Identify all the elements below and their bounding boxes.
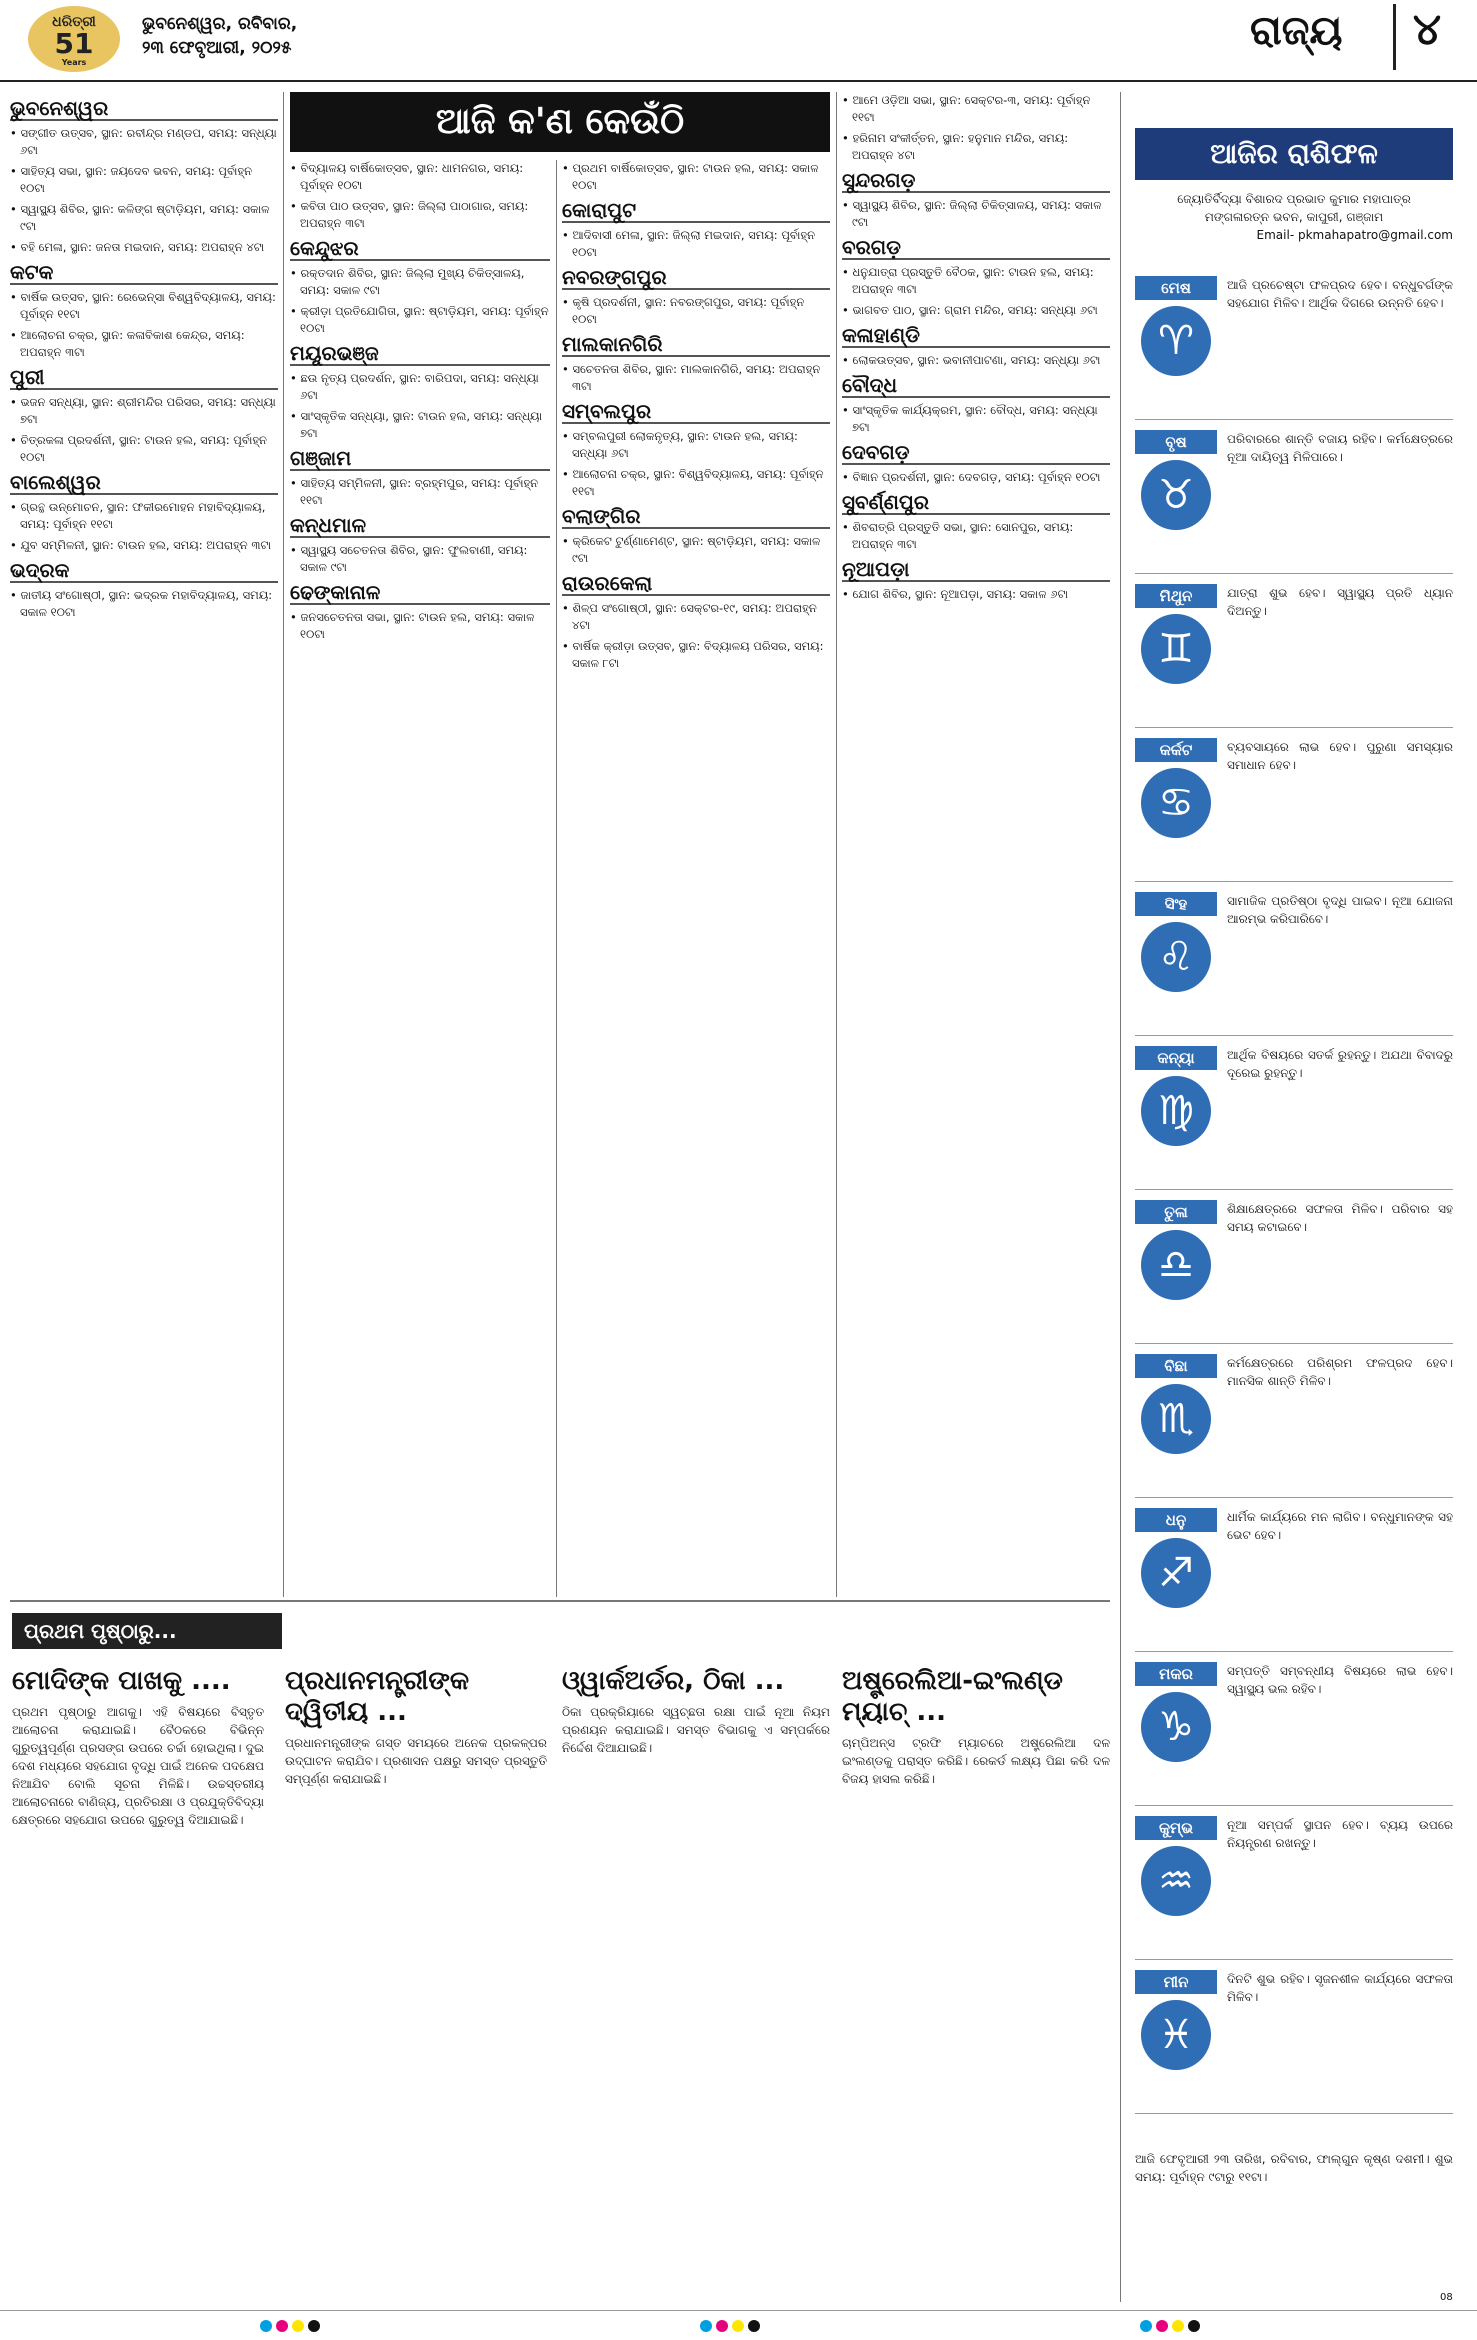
event-entry: • ଧନୁଯାତ୍ରା ପ୍ରସ୍ତୁତି ବୈଠକ, ସ୍ଥାନ: ଟାଉନ ହଲ, ସମୟ: ଅପରାହ୍ନ ୩ଟା <box>842 264 1110 298</box>
zodiac-icon: ♎ <box>1141 1230 1211 1300</box>
event-entry: • ଆଦିବାସୀ ମେଳା, ସ୍ଥାନ: ଜିଲ୍ଲା ମଇଦାନ, ସମୟ: ପୂର୍ବାହ୍ନ ୧୦ଟା <box>562 227 830 261</box>
logo-years: Years <box>61 58 87 67</box>
zodiac-icon: ♍ <box>1141 1076 1211 1146</box>
district-heading: ପୁରୀ <box>10 369 278 390</box>
rashi-prediction: ଦିନଟି ଶୁଭ ରହିବ। ସୃଜନଶୀଳ କାର୍ଯ୍ୟରେ ସଫଳତା ମିଳିବ। <box>1227 1972 1453 2004</box>
district-heading: ମୟୂରଭଞ୍ଜ <box>290 345 550 366</box>
registration-mark <box>1140 2320 1152 2332</box>
rashi-prediction: ଯାତ୍ରା ଶୁଭ ହେବ। ସ୍ୱାସ୍ଥ୍ୟ ପ୍ରତି ଧ୍ୟାନ ଦିଅନ୍ତୁ। <box>1227 586 1453 618</box>
registration-mark <box>308 2320 320 2332</box>
events-column-3 <box>562 160 830 1597</box>
column-divider <box>836 92 837 1597</box>
footer-page-code: 08 <box>1440 2292 1453 2303</box>
story-body: ଠିକା ପ୍ରକ୍ରିୟାରେ ସ୍ୱଚ୍ଛତା ରକ୍ଷା ପାଇଁ ନୂଆ ନିୟମ ପ୍ରଣୟନ କରାଯାଇଛି। ସମସ୍ତ ବିଭାଗକୁ ଏ ସମ୍ପର୍କରେ ନିର୍ଦ୍ଦେଶ ଦିଆଯାଇଛି। <box>562 1705 830 1755</box>
event-entry: • ସଙ୍ଗୀତ ଉତ୍ସବ, ସ୍ଥାନ: ରବୀନ୍ଦ୍ର ମଣ୍ଡପ, ସମୟ: ସନ୍ଧ୍ୟା ୬ଟା <box>10 125 278 159</box>
rashi-prediction: ଆର୍ଥିକ ବିଷୟରେ ସତର୍କ ରୁହନ୍ତୁ। ଅଯଥା ବିବାଦରୁ ଦୂରେଇ ରୁହନ୍ତୁ। <box>1227 1048 1453 1080</box>
story-headline: ମୋଦିଙ୍କ ପାଖକୁ .... <box>12 1666 231 1696</box>
event-entry: • ଛଉ ନୃତ୍ୟ ପ୍ରଦର୍ଶନ, ସ୍ଥାନ: ବାରିପଦା, ସମୟ: ସନ୍ଧ୍ୟା ୬ଟା <box>290 370 550 404</box>
zodiac-icon: ♉ <box>1141 460 1211 530</box>
panjika-text: ଆଜି ଫେବୃଆରୀ ୨୩ ତାରିଖ, ରବିବାର, ଫାଲ୍ଗୁନ କୃଷ୍ଣ ଦଶମୀ। ଶୁଭ ସମୟ: ପୂର୍ବାହ୍ନ ୯ଟାରୁ ୧୧ଟା। <box>1135 2152 1453 2184</box>
masthead <box>0 0 1477 82</box>
story-body: ଚାମ୍ପିଅନ୍ସ ଟ୍ରଫି ମ୍ୟାଚରେ ଅଷ୍ଟ୍ରେଲିଆ ଦଳ ଇଂଲଣ୍ଡକୁ ପରାସ୍ତ କରିଛି। ରେକର୍ଡ ଲକ୍ଷ୍ୟ ପିଛା କରି ଦଳ ବିଜୟ ହାସଲ କରିଛି। <box>842 1736 1110 1786</box>
story-headline: ଅଷ୍ଟ୍ରେଲିଆ-ଇଂଲଣ୍ଡ ମ୍ୟାଚ୍ ... <box>842 1666 1063 1727</box>
story-3 <box>562 1660 830 2300</box>
event-entry: • ଯୋଗ ଶିବିର, ସ୍ଥାନ: ନୂଆପଡ଼ା, ସମୟ: ସକାଳ ୬ଟା <box>842 586 1110 603</box>
zodiac-icon: ♓ <box>1141 2000 1211 2070</box>
event-entry: • କ୍ରିକେଟ ଟୁର୍ଣ୍ଣାମେଣ୍ଟ, ସ୍ଥାନ: ଷ୍ଟାଡ଼ିୟମ, ସମୟ: ସକାଳ ୯ଟା <box>562 533 830 567</box>
district-heading: ନୂଆପଡ଼ା <box>842 561 1110 582</box>
registration-mark <box>748 2320 760 2332</box>
event-entry: • ସମ୍ବଲପୁରୀ ଲୋକନୃତ୍ୟ, ସ୍ଥାନ: ଟାଉନ ହଲ, ସମୟ: ସନ୍ଧ୍ୟା ୬ଟା <box>562 428 830 462</box>
district-heading: ବାଲେଶ୍ୱର <box>10 474 278 495</box>
event-entry: • ବାର୍ଷିକ କ୍ରୀଡ଼ା ଉତ୍ସବ, ସ୍ଥାନ: ବିଦ୍ୟାଳୟ ପରିସର, ସମୟ: ସକାଳ ୮ଟା <box>562 638 830 672</box>
event-entry: • ଆଲୋଚନା ଚକ୍ର, ସ୍ଥାନ: ବିଶ୍ୱବିଦ୍ୟାଳୟ, ସମୟ: ପୂର୍ବାହ୍ନ ୧୧ଟା <box>562 466 830 500</box>
section-divider <box>10 1600 1110 1602</box>
rashi-entry <box>1135 1966 1453 2114</box>
rashi-entry <box>1135 1350 1453 1498</box>
rashi-prediction: ନୂଆ ସମ୍ପର୍କ ସ୍ଥାପନ ହେବ। ବ୍ୟୟ ଉପରେ ନିୟନ୍ତ୍ରଣ ରଖନ୍ତୁ। <box>1227 1818 1453 1850</box>
story-headline: ଓ୍ୱାର୍କଅର୍ଡର, ଠିକା ... <box>562 1666 785 1696</box>
story-body: ପ୍ରଧାନମନ୍ତ୍ରୀଙ୍କ ଗସ୍ତ ସମୟରେ ଅନେକ ପ୍ରକଳ୍ପର ଉଦ୍‌ଘାଟନ କରାଯିବ। ପ୍ରଶାସନ ପକ୍ଷରୁ ସମସ୍ତ ପ୍ରସ୍ତୁତି ସମ୍ପୂର୍ଣ୍ଣ କରାଯାଇଛି। <box>285 1736 547 1786</box>
district-heading: ଭୁବନେଶ୍ୱର <box>10 100 278 121</box>
rashi-entry <box>1135 1504 1453 1652</box>
district-heading: ଢେଙ୍କାନାଳ <box>290 584 550 605</box>
rashi-divider <box>1135 2113 1453 2114</box>
event-entry: • ସ୍ୱାସ୍ଥ୍ୟ ସଚେତନତା ଶିବିର, ସ୍ଥାନ: ଫୁଲବାଣୀ, ସମୟ: ସକାଳ ୯ଟା <box>290 542 550 576</box>
event-entry: • ଯୁବ ସମ୍ମିଳନୀ, ସ୍ଥାନ: ଟାଉନ ହଲ, ସମୟ: ଅପରାହ୍ନ ୩ଟା <box>10 537 278 554</box>
event-entry: • ବହି ମେଳା, ସ୍ଥାନ: ଜନତା ମଇଦାନ, ସମୟ: ଅପରାହ୍ନ ୪ଟା <box>10 239 278 256</box>
rashi-entry <box>1135 1812 1453 1960</box>
rashi-entry <box>1135 1196 1453 1344</box>
district-heading: କୋରାପୁଟ <box>562 202 830 223</box>
events-column-1 <box>10 92 278 1597</box>
registration-mark <box>1188 2320 1200 2332</box>
district-heading: କଟକ <box>10 264 278 285</box>
event-entry: • କୃଷି ପ୍ରଦର୍ଶନୀ, ସ୍ଥାନ: ନବରଙ୍ଗପୁର, ସମୟ: ପୂର୍ବାହ୍ନ ୧୦ଟା <box>562 294 830 328</box>
district-heading: ବରଗଡ଼ <box>842 239 1110 260</box>
district-heading: ଦେବଗଡ଼ <box>842 444 1110 465</box>
district-heading: ରାଉରକେଲା <box>562 575 830 596</box>
event-entry: • ଆମେ ଓଡ଼ିଆ ସଭା, ସ୍ଥାନ: ସେକ୍ଟର-୩, ସମୟ: ପୂର୍ବାହ୍ନ ୧୧ଟା <box>842 92 1110 126</box>
district-heading: ସମ୍ବଲପୁର <box>562 403 830 424</box>
rashi-prediction: କର୍ମକ୍ଷେତ୍ରରେ ପରିଶ୍ରମ ଫଳପ୍ରଦ ହେବ। ମାନସିକ ଶାନ୍ତି ମିଳିବ। <box>1227 1356 1453 1388</box>
rashi-divider <box>1135 573 1453 574</box>
event-entry: • ସାହିତ୍ୟ ସମ୍ମିଳନୀ, ସ୍ଥାନ: ବ୍ରହ୍ମପୁର, ସମୟ: ପୂର୍ବାହ୍ନ ୧୧ଟା <box>290 475 550 509</box>
district-heading: ବୌଦ୍ଧ <box>842 377 1110 398</box>
rashi-prediction: ଧାର୍ମିକ କାର୍ଯ୍ୟରେ ମନ ଲାଗିବ। ବନ୍ଧୁମାନଙ୍କ ସହ ଭେଟ ହେବ। <box>1227 1510 1453 1542</box>
rashi-name: ମେଷ <box>1135 276 1217 300</box>
registration-mark <box>732 2320 744 2332</box>
district-heading: ଭଦ୍ରକ <box>10 562 278 583</box>
rashi-entry <box>1135 1658 1453 1806</box>
event-entry: • ଜନସଚେତନତା ସଭା, ସ୍ଥାନ: ଟାଉନ ହଲ, ସମୟ: ସକାଳ ୧୦ଟା <box>290 609 550 643</box>
logo-number: 51 <box>54 27 94 60</box>
event-entry: • ସଚେତନତା ଶିବିର, ସ୍ଥାନ: ମାଲକାନଗିରି, ସମୟ: ଅପରାହ୍ନ ୩ଟା <box>562 361 830 395</box>
story-headline: ପ୍ରଧାନମନ୍ତ୍ରୀଙ୍କ ଦ୍ୱିତୀୟ ... <box>285 1666 470 1727</box>
column-divider <box>556 160 557 1597</box>
registration-mark <box>276 2320 288 2332</box>
event-entry: • ବିଜ୍ଞାନ ପ୍ରଦର୍ଶନୀ, ସ୍ଥାନ: ଦେବଗଡ଼, ସମୟ: ପୂର୍ବାହ୍ନ ୧୦ଟା <box>842 469 1110 486</box>
rashi-name: ଧନୁ <box>1135 1508 1217 1532</box>
rashi-divider <box>1135 1959 1453 1960</box>
astrologer-name: ଜ୍ୟୋତିର୍ବିଦ୍ୟା ବିଶାରଦ ପ୍ରଭାତ କୁମାର ମହାପାତ୍ର <box>1177 192 1411 206</box>
story-1 <box>12 1660 264 2300</box>
district-heading: ଗଞ୍ଜାମ <box>290 450 550 471</box>
district-heading: ବଲାଙ୍ଗିର <box>562 508 830 529</box>
rashi-entry <box>1135 580 1453 728</box>
story-4 <box>842 1660 1110 2300</box>
rashi-prediction: ସମ୍ପତ୍ତି ସମ୍ବନ୍ଧୀୟ ବିଷୟରେ ଲାଭ ହେବ। ସ୍ୱାସ୍ଥ୍ୟ ଭଲ ରହିବ। <box>1227 1664 1453 1696</box>
astrologer-address: ମଙ୍ଗଳାରତ୍ନ ଭବନ, କାପୁରୀ, ଗଞ୍ଜାମ <box>1204 210 1384 224</box>
registration-mark <box>716 2320 728 2332</box>
event-entry: • ପ୍ରଥମ ବାର୍ଷିକୋତ୍ସବ, ସ୍ଥାନ: ଟାଉନ ହଲ, ସମୟ: ସକାଳ ୧୦ଟା <box>562 160 830 194</box>
rashi-name: ବୃଷ <box>1135 430 1217 454</box>
rashi-divider <box>1135 1805 1453 1806</box>
rashi-prediction: ଶିକ୍ଷାକ୍ଷେତ୍ରରେ ସଫଳତା ମିଳିବ। ପରିବାର ସହ ସମୟ କଟାଇବେ। <box>1227 1202 1453 1234</box>
rashi-prediction: ଆଜି ପ୍ରଚେଷ୍ଟା ଫଳପ୍ରଦ ହେବ। ବନ୍ଧୁବର୍ଗଙ୍କ ସହଯୋଗ ମିଳିବ। ଆର୍ଥିକ ଦିଗରେ ଉନ୍ନତି ହେବ। <box>1227 278 1453 310</box>
rashi-divider <box>1135 727 1453 728</box>
rashi-prediction: ସାମାଜିକ ପ୍ରତିଷ୍ଠା ବୃଦ୍ଧି ପାଇବ। ନୂଆ ଯୋଜନା ଆରମ୍ଭ କରିପାରିବେ। <box>1227 894 1453 926</box>
event-entry: • ଭଜନ ସନ୍ଧ୍ୟା, ସ୍ଥାନ: ଶ୍ରୀମନ୍ଦିର ପରିସର, ସମୟ: ସନ୍ଧ୍ୟା ୭ଟା <box>10 394 278 428</box>
registration-mark <box>1172 2320 1184 2332</box>
event-entry: • ବିଦ୍ୟାଳୟ ବାର୍ଷିକୋତ୍ସବ, ସ୍ଥାନ: ଧାମନଗର, ସମୟ: ପୂର୍ବାହ୍ନ ୧୦ଟା <box>290 160 550 194</box>
story-2 <box>285 1660 547 2300</box>
zodiac-icon: ♌ <box>1141 922 1211 992</box>
event-entry: • ଭାଗବତ ପାଠ, ସ୍ଥାନ: ଗ୍ରାମ ମନ୍ଦିର, ସମୟ: ସନ୍ଧ୍ୟା ୬ଟା <box>842 302 1110 319</box>
event-entry: • ଶିବରାତ୍ରି ପ୍ରସ୍ତୁତି ସଭା, ସ୍ଥାନ: ସୋନପୁର, ସମୟ: ଅପରାହ୍ନ ୩ଟା <box>842 519 1110 553</box>
place-day: ଭୁବନେଶ୍ୱର, ରବିବାର, <box>142 14 298 34</box>
district-heading: ମାଲକାନଗିରି <box>562 336 830 357</box>
rashi-divider <box>1135 1189 1453 1190</box>
event-entry: • ସାଂସ୍କୃତିକ ସନ୍ଧ୍ୟା, ସ୍ଥାନ: ଟାଉନ ହଲ, ସମୟ: ସନ୍ଧ୍ୟା ୭ଟା <box>290 408 550 442</box>
newspaper-logo <box>28 6 120 72</box>
section-title: ରାଜ୍ୟ <box>1250 8 1343 54</box>
rashi-name: କୁମ୍ଭ <box>1135 1816 1217 1840</box>
event-entry: • ସ୍ୱାସ୍ଥ୍ୟ ଶିବିର, ସ୍ଥାନ: ଜିଲ୍ଲା ଚିକିତ୍ସାଳୟ, ସମୟ: ସକାଳ ୯ଟା <box>842 197 1110 231</box>
astrologer-info <box>1135 190 1453 244</box>
rashi-name: ମକର <box>1135 1662 1217 1686</box>
rashi-name: କନ୍ୟା <box>1135 1046 1217 1070</box>
rashi-name: ମିଥୁନ <box>1135 584 1217 608</box>
zodiac-icon: ♏ <box>1141 1384 1211 1454</box>
rashi-entry <box>1135 888 1453 1036</box>
event-entry: • ସ୍ୱାସ୍ଥ୍ୟ ଶିବିର, ସ୍ଥାନ: କଳିଙ୍ଗ ଷ୍ଟାଡ଼ିୟମ, ସମୟ: ସକାଳ ୯ଟା <box>10 201 278 235</box>
zodiac-icon: ♑ <box>1141 1692 1211 1762</box>
column-divider <box>1120 92 1121 2302</box>
dateline <box>142 12 297 60</box>
rashi-divider <box>1135 1343 1453 1344</box>
rashifal-title: ଆଜିର ରାଶିଫଳ <box>1135 128 1453 180</box>
registration-mark <box>700 2320 712 2332</box>
registration-mark <box>260 2320 272 2332</box>
astrologer-email: Email- pkmahapatro@gmail.com <box>1256 228 1453 242</box>
district-heading: ନବରଙ୍ଗପୁର <box>562 269 830 290</box>
district-heading: କନ୍ଧମାଳ <box>290 517 550 538</box>
zodiac-icon: ♈ <box>1141 306 1211 376</box>
event-entry: • ଲୋକଉତ୍ସବ, ସ୍ଥାନ: ଭବାନୀପାଟଣା, ସମୟ: ସନ୍ଧ୍ୟା ୬ଟା <box>842 352 1110 369</box>
rashi-entry <box>1135 272 1453 420</box>
district-heading: ସୁବର୍ଣ୍ଣପୁର <box>842 494 1110 515</box>
zodiac-icon: ♋ <box>1141 768 1211 838</box>
story-body: ପ୍ରଥମ ପୃଷ୍ଠାରୁ ଆଗକୁ। ଏହି ବିଷୟରେ ବିସ୍ତୃତ ଆଲୋଚନା କରାଯାଇଛି। ବୈଠକରେ ବିଭିନ୍ନ ଗୁରୁତ୍ୱପୂର୍ଣ୍ଣ ପ୍ରସଙ୍ଗ ଉପରେ ଚର୍ଚ୍ଚା ହୋଇଥିଲା। ଦୁଇ ଦେଶ ମଧ୍ୟରେ ସହଯୋଗ ବୃଦ୍ଧି ପାଇଁ ଅନେକ ପଦକ୍ଷେପ ନିଆଯିବ ବୋଲି ସୂଚନା ମିଳିଛି। ଉଚ୍ଚସ୍ତରୀୟ ଆଲୋଚନାରେ ବାଣିଜ୍ୟ, ପ୍ରତିରକ୍ଷା ଓ ପ୍ରଯୁକ୍ତିବିଦ୍ୟା କ୍ଷେତ୍ରରେ ସହଯୋଗ ଉପରେ ଗୁରୁତ୍ୱ ଦିଆଯାଇଛି। <box>12 1705 264 1827</box>
zodiac-icon: ♒ <box>1141 1846 1211 1916</box>
event-entry: • ଜାତୀୟ ସଂଗୋଷ୍ଠୀ, ସ୍ଥାନ: ଭଦ୍ରକ ମହାବିଦ୍ୟାଳୟ, ସମୟ: ସକାଳ ୧୦ଟା <box>10 587 278 621</box>
rashi-prediction: ପରିବାରରେ ଶାନ୍ତି ବଜାୟ ରହିବ। କର୍ମକ୍ଷେତ୍ରରେ ନୂଆ ଦାୟିତ୍ୱ ମିଳିପାରେ। <box>1227 432 1453 464</box>
event-entry: • ଚିତ୍ରକଳା ପ୍ରଦର୍ଶନୀ, ସ୍ଥାନ: ଟାଉନ ହଲ, ସମୟ: ପୂର୍ବାହ୍ନ ୧୦ଟା <box>10 432 278 466</box>
event-entry: • ସାଂସ୍କୃତିକ କାର୍ଯ୍ୟକ୍ରମ, ସ୍ଥାନ: ବୌଦ୍ଧ, ସମୟ: ସନ୍ଧ୍ୟା ୭ଟା <box>842 402 1110 436</box>
events-column-4 <box>842 92 1110 1597</box>
rashi-name: ତୁଳା <box>1135 1200 1217 1224</box>
column-divider <box>283 92 284 1597</box>
event-entry: • ବାର୍ଷିକ ଉତ୍ସବ, ସ୍ଥାନ: ରେଭେନ୍ସା ବିଶ୍ୱବିଦ୍ୟାଳୟ, ସମୟ: ପୂର୍ବାହ୍ନ ୧୧ଟା <box>10 289 278 323</box>
rashi-entry <box>1135 426 1453 574</box>
district-heading: ସୁନ୍ଦରଗଡ଼ <box>842 172 1110 193</box>
zodiac-icon: ♐ <box>1141 1538 1211 1608</box>
date: ୨୩ ଫେବୃଆରୀ, ୨୦୨୫ <box>142 38 292 58</box>
event-entry: • ରକ୍ତଦାନ ଶିବିର, ସ୍ଥାନ: ଜିଲ୍ଲା ମୁଖ୍ୟ ଚିକିତ୍ସାଳୟ, ସମୟ: ସକାଳ ୯ଟା <box>290 265 550 299</box>
registration-mark <box>1156 2320 1168 2332</box>
rashi-divider <box>1135 881 1453 882</box>
rashi-divider <box>1135 1651 1453 1652</box>
event-entry: • କବିତା ପାଠ ଉତ୍ସବ, ସ୍ଥାନ: ଜିଲ୍ଲା ପାଠାଗାର, ସମୟ: ଅପରାହ୍ନ ୩ଟା <box>290 198 550 232</box>
event-entry: • ସାହିତ୍ୟ ସଭା, ସ୍ଥାନ: ଜୟଦେବ ଭବନ, ସମୟ: ପୂର୍ବାହ୍ନ ୧୦ଟା <box>10 163 278 197</box>
event-entry: • ଗ୍ରନ୍ଥ ଉନ୍ମୋଚନ, ସ୍ଥାନ: ଫକୀରମୋହନ ମହାବିଦ୍ୟାଳୟ, ସମୟ: ପୂର୍ବାହ୍ନ ୧୧ଟା <box>10 499 278 533</box>
zodiac-icon: ♊ <box>1141 614 1211 684</box>
registration-mark <box>292 2320 304 2332</box>
event-entry: • ଆଲୋଚନା ଚକ୍ର, ସ୍ଥାନ: କଳାବିକାଶ କେନ୍ଦ୍ର, ସମୟ: ଅପରାହ୍ନ ୩ଟା <box>10 327 278 361</box>
rashi-divider <box>1135 1035 1453 1036</box>
front-page-label: ପ୍ରଥମ ପୃଷ୍ଠାରୁ... <box>12 1613 282 1649</box>
events-column-2 <box>290 160 550 1597</box>
event-entry: • ହରିନାମ ସଂକୀର୍ତ୍ତନ, ସ୍ଥାନ: ହନୁମାନ ମନ୍ଦିର, ସମୟ: ଅପରାହ୍ନ ୪ଟା <box>842 130 1110 164</box>
district-heading: କଳାହାଣ୍ଡି <box>842 327 1110 348</box>
rashi-name: ସିଂହ <box>1135 892 1217 916</box>
rashi-entry <box>1135 1042 1453 1190</box>
page-number: ୪ <box>1393 4 1458 70</box>
event-entry: • ଶିଳ୍ପ ସଂଗୋଷ୍ଠୀ, ସ୍ଥାନ: ସେକ୍ଟର-୧୯, ସମୟ: ଅପରାହ୍ନ ୪ଟା <box>562 600 830 634</box>
event-entry: • କ୍ରୀଡ଼ା ପ୍ରତିଯୋଗିତା, ସ୍ଥାନ: ଷ୍ଟାଡ଼ିୟମ, ସମୟ: ପୂର୍ବାହ୍ନ ୧୦ଟା <box>290 303 550 337</box>
rashi-divider <box>1135 419 1453 420</box>
rashi-divider <box>1135 1497 1453 1498</box>
rashi-entry <box>1135 734 1453 882</box>
rashi-name: ମୀନ <box>1135 1970 1217 1994</box>
logo-name: ଧରିତ୍ରୀ <box>52 14 96 30</box>
rashi-name: କର୍କଟ <box>1135 738 1217 762</box>
district-heading: କେନ୍ଦୁଝର <box>290 240 550 261</box>
rashi-name: ବିଛା <box>1135 1354 1217 1378</box>
banner-title: ଆଜି କ'ଣ କେଉଁଠି <box>290 92 830 152</box>
rashi-prediction: ବ୍ୟବସାୟରେ ଲାଭ ହେବ। ପୁରୁଣା ସମସ୍ୟାର ସମାଧାନ ହେବ। <box>1227 740 1453 772</box>
